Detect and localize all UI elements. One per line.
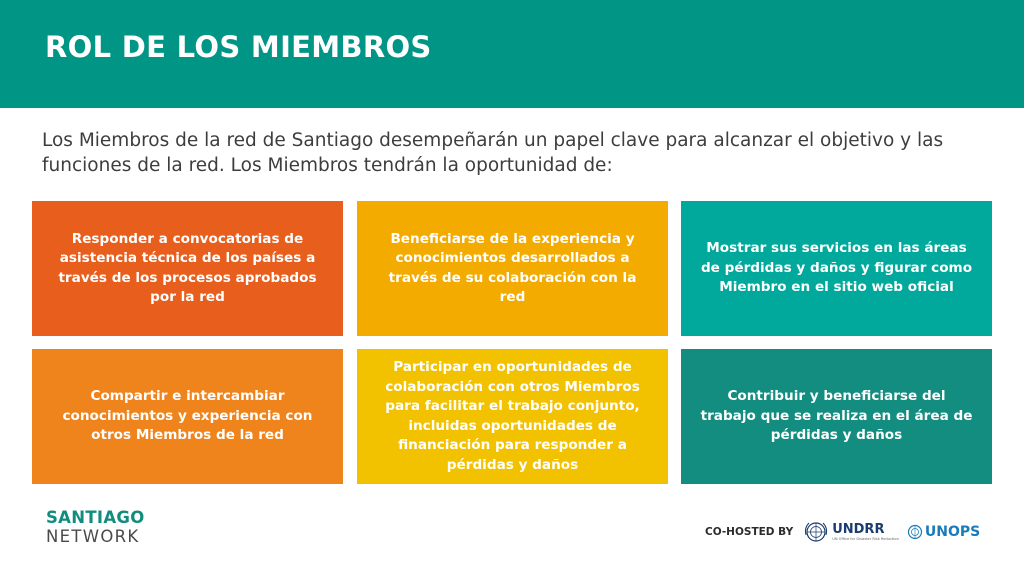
card-text: Mostrar sus servicios en las áreas de pérdidas y daños y figurar como Miembro en el sitio web oficial [700, 240, 973, 296]
un-emblem-icon [907, 524, 923, 540]
un-emblem-icon [803, 519, 829, 545]
brand-name-line2: NETWORK [46, 527, 140, 546]
page-title: ROL DE LOS MIEMBROS [45, 30, 432, 64]
role-card-contribute [681, 349, 992, 484]
card-text: Responder a convocatorias de asistencia técnica de los países a través de los procesos aprobados por la red [58, 230, 317, 305]
role-card-technical-assistance [32, 201, 343, 336]
cohosted-label: CO-HOSTED BY [705, 526, 794, 538]
header-bar [0, 0, 1024, 108]
cohost-logos [705, 518, 980, 546]
role-card-share-knowledge [32, 349, 343, 484]
brand-name-line1: SANTIAGO [46, 508, 145, 527]
card-text: Contribuir y beneficiarse del trabajo que se realiza en el área de pérdidas y daños [700, 388, 973, 444]
card-text: Participar en oportunidades de colaboración con otros Miembros para facilitar el trabajo conjunto, incluidas oportunidades de financiación para responder a pérdidas y daños [385, 359, 640, 473]
undrr-subtitle: UN Office for Disaster Risk Reduction [832, 536, 899, 541]
role-card-showcase-services [681, 201, 992, 336]
undrr-logo [832, 523, 899, 542]
santiago-network-logo [46, 508, 145, 546]
unops-wordmark: UNOPS [924, 524, 981, 540]
card-text: Compartir e intercambiar conocimientos y experiencia con otros Miembros de la red [62, 388, 313, 444]
undrr-wordmark: UNDRR [832, 521, 885, 537]
role-card-benefit-experience [357, 201, 668, 336]
intro-paragraph: Los Miembros de la red de Santiago desempeñarán un papel clave para alcanzar el objetivo y las funciones de la red. Los Miembros tendrán la oportunidad de: [42, 130, 944, 176]
card-text: Beneficiarse de la experiencia y conocimientos desarrollados a través de su colaboración con la red [388, 230, 637, 305]
role-card-collaboration [357, 349, 668, 484]
